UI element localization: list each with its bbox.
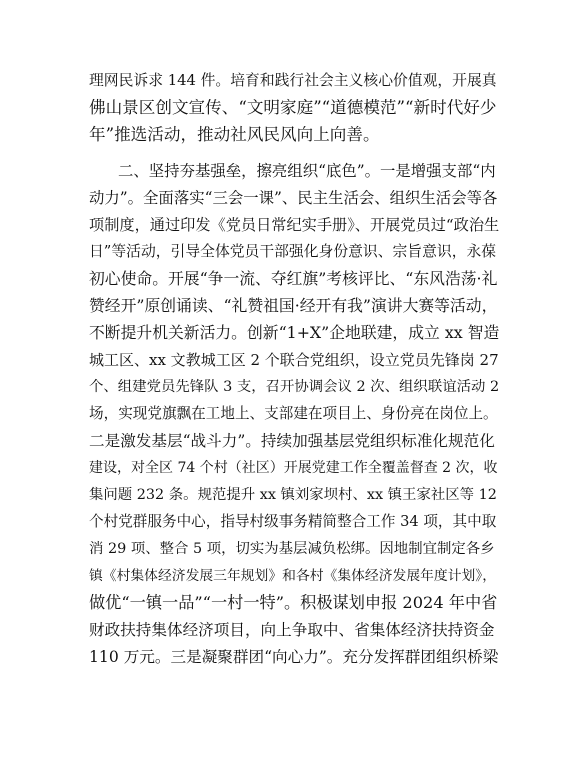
text-line: 建设，对全区 74 个村（社区）开展党建工作全覆盖督查 2 次，收 xyxy=(89,460,498,476)
text-line: 城工区、xx 文教城工区 2 个联合党组织，设立党员先锋岗 27 xyxy=(89,351,499,369)
text-line: 财政扶持集体经济项目，向上争取中、省集体经济扶持资金 xyxy=(89,621,495,639)
text-line: 个村党群服务中心，指导村级事务精简整合工作 34 项，其中取 xyxy=(89,513,497,530)
text-line: 110 万元。三是凝聚群团“向心力”。充分发挥群团组织桥梁 xyxy=(89,648,499,666)
text-line: 场，实现党旗飘在工地上、支部建在项目上、身份亮在岗位上。 xyxy=(89,405,498,422)
text-line: 佛山景区创文宣传、“文明家庭”“道德模范”“新时代好少 xyxy=(89,98,497,117)
text-line: 项制度，通过印发《党员日常纪实手册》、开展党员过“政治生 xyxy=(89,216,499,234)
section-heading-line: 二、坚持夯基强垒，擦亮组织“底色”。一是增强支部“内 xyxy=(118,162,496,180)
text-line: 动力”。全面落实“三会一课”、民主生活会、组织生活会等各 xyxy=(89,189,498,207)
text-line: 二是激发基层“战斗力”。持续加强基层党组织标准化规范化 xyxy=(89,432,495,450)
text-line: 赞经开”原创诵读、“礼赞祖国·经开有我”演讲大赛等活动， xyxy=(89,296,498,315)
text-line: 镇《村集体经济发展三年规划》和各村《集体经济发展年度计划》， xyxy=(89,568,497,584)
text-line: 初心使命。开展“争一流、夺红旗”考核评比、“东风浩荡·礼 xyxy=(89,269,498,288)
text-line: 日”等活动，引导全体党员干部强化身份意识、宗旨意识，永葆 xyxy=(89,243,497,260)
text-line: 理网民诉求 144 件。培育和践行社会主义核心价值观，开展真 xyxy=(89,72,497,89)
text-line: 集问题 232 条。规范提升 xx 镇刘家坝村、xx 镇王家社区等 12 xyxy=(89,487,497,503)
text-line: 个、组建党员先锋队 3 支，召开协调会议 2 次、组织联谊活动 2 xyxy=(89,379,499,395)
text-line: 不断提升机关新活力。创新“1+X”企地联建，成立 xx 智造 xyxy=(89,323,499,342)
text-line: 消 29 项、整合 5 项，切实为基层减负松绑。因地制宜制定各乡 xyxy=(89,541,495,557)
text-line: 做优“一镇一品”“一村一特”。积极谋划申报 2024 年中省 xyxy=(89,593,498,612)
text-line: 年”推选活动，推动社风民风向上向善。 xyxy=(89,125,380,144)
